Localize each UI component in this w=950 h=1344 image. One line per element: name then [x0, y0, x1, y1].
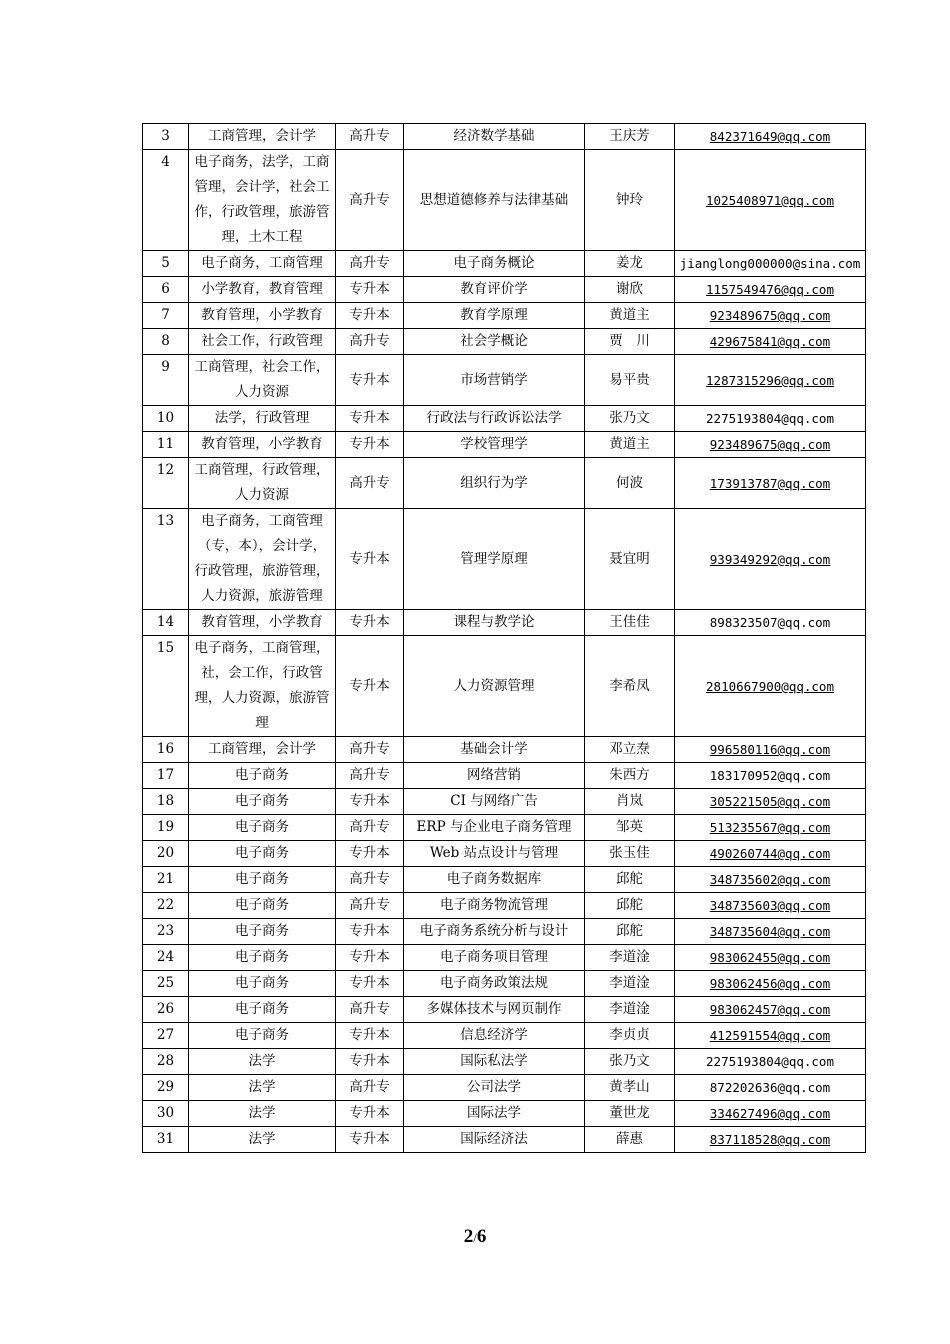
course-cell: 思想道德修养与法律基础 [404, 150, 585, 251]
table-row [143, 737, 866, 763]
page-number [0, 1226, 950, 1248]
level-cell: 高升专 [336, 124, 404, 150]
major-cell: 电子商务，法学，工商管理，会计学，社会工作，行政管理，旅游管理，土木工程 [189, 150, 336, 251]
table-row [143, 458, 866, 509]
email-cell[interactable] [675, 432, 866, 458]
table-row [143, 919, 866, 945]
email-cell[interactable] [675, 789, 866, 815]
level-cell: 专升本 [336, 610, 404, 636]
level-cell: 高升专 [336, 251, 404, 277]
table-row [143, 841, 866, 867]
teacher-cell: 邹英 [585, 815, 675, 841]
major-cell: 电子商务，工商管理（专，本），会计学，行政管理，旅游管理，人力资源，旅游管理 [189, 509, 336, 610]
email-cell[interactable] [675, 867, 866, 893]
table-row [143, 971, 866, 997]
major-cell: 法学 [189, 1075, 336, 1101]
table-row [143, 329, 866, 355]
level-cell: 高升专 [336, 867, 404, 893]
email-cell[interactable] [675, 893, 866, 919]
table-row [143, 1049, 866, 1075]
table-row [143, 636, 866, 737]
level-cell: 专升本 [336, 945, 404, 971]
level-cell: 专升本 [336, 919, 404, 945]
teacher-cell: 黄道主 [585, 432, 675, 458]
level-cell: 高升专 [336, 893, 404, 919]
teacher-cell: 姜龙 [585, 251, 675, 277]
major-cell: 电子商务 [189, 945, 336, 971]
row-number: 31 [143, 1127, 189, 1153]
email-link[interactable]: 334627496@qq.com [709, 1106, 831, 1121]
table-row [143, 1023, 866, 1049]
level-cell: 专升本 [336, 789, 404, 815]
teacher-cell: 何波 [585, 458, 675, 509]
email-cell[interactable] [675, 945, 866, 971]
major-cell: 教育管理，小学教育 [189, 610, 336, 636]
course-cell: 基础会计学 [404, 737, 585, 763]
major-cell: 小学教育，教育管理 [189, 277, 336, 303]
major-cell: 工商管理，会计学 [189, 737, 336, 763]
row-number: 26 [143, 997, 189, 1023]
row-number: 14 [143, 610, 189, 636]
table-row [143, 610, 866, 636]
email-cell [675, 610, 866, 636]
email-cell [675, 763, 866, 789]
course-cell: 管理学原理 [404, 509, 585, 610]
teacher-cell: 易平贵 [585, 355, 675, 406]
email-link[interactable]: 1025408971@qq.com [706, 192, 834, 208]
table-row [143, 1075, 866, 1101]
course-cell: 人力资源管理 [404, 636, 585, 737]
email-link[interactable]: 429675841@qq.com [709, 334, 831, 349]
course-cell: 国际经济法 [404, 1127, 585, 1153]
email-cell[interactable] [675, 737, 866, 763]
email-link[interactable]: 983062456@qq.com [709, 976, 831, 991]
email-text: 183170952@qq.com [709, 768, 831, 783]
email-link[interactable]: 173913787@qq.com [709, 475, 831, 491]
teacher-cell: 李道淦 [585, 971, 675, 997]
email-cell[interactable] [675, 919, 866, 945]
email-text: 898323507@qq.com [709, 615, 831, 630]
email-link[interactable]: 983062455@qq.com [709, 950, 831, 965]
level-cell: 专升本 [336, 277, 404, 303]
teacher-cell: 黄道主 [585, 303, 675, 329]
email-cell [675, 251, 866, 277]
table-row [143, 763, 866, 789]
table-row [143, 789, 866, 815]
email-link[interactable]: 2810667900@qq.com [706, 678, 834, 694]
email-link[interactable]: 305221505@qq.com [709, 794, 831, 809]
email-link[interactable]: 996580116@qq.com [709, 742, 831, 757]
course-cell: 公司法学 [404, 1075, 585, 1101]
course-cell: 教育评价学 [404, 277, 585, 303]
course-cell: 学校管理学 [404, 432, 585, 458]
row-number: 12 [143, 458, 189, 509]
email-cell[interactable] [675, 841, 866, 867]
major-cell: 法学 [189, 1049, 336, 1075]
row-number: 10 [143, 406, 189, 432]
teacher-cell: 贾 川 [585, 329, 675, 355]
email-cell [675, 406, 866, 432]
teacher-cell: 王佳佳 [585, 610, 675, 636]
teacher-cell: 董世龙 [585, 1101, 675, 1127]
table-row [143, 1127, 866, 1153]
level-cell: 专升本 [336, 1023, 404, 1049]
course-cell: 经济数学基础 [404, 124, 585, 150]
row-number: 17 [143, 763, 189, 789]
row-number: 19 [143, 815, 189, 841]
level-cell: 专升本 [336, 509, 404, 610]
email-link[interactable]: 513235567@qq.com [709, 820, 831, 835]
row-number: 20 [143, 841, 189, 867]
email-cell[interactable] [675, 815, 866, 841]
level-cell: 专升本 [336, 971, 404, 997]
level-cell: 高升专 [336, 997, 404, 1023]
email-cell[interactable] [675, 277, 866, 303]
level-cell: 高升专 [336, 329, 404, 355]
course-cell: Web 站点设计与管理 [404, 841, 585, 867]
course-cell: 网络营销 [404, 763, 585, 789]
major-cell: 教育管理，小学教育 [189, 303, 336, 329]
table-body [143, 124, 866, 1153]
email-cell [675, 1075, 866, 1101]
major-cell: 电子商务，工商管理，社，会工作，行政管理，人力资源，旅游管理 [189, 636, 336, 737]
course-cell: 组织行为学 [404, 458, 585, 509]
teacher-cell: 薛惠 [585, 1127, 675, 1153]
email-link[interactable]: 490260744@qq.com [709, 846, 831, 861]
course-cell: 社会学概论 [404, 329, 585, 355]
table-row [143, 997, 866, 1023]
course-contact-table [142, 123, 866, 1153]
course-cell: 课程与教学论 [404, 610, 585, 636]
page-separator: / [473, 1230, 477, 1245]
email-text: jianglong000000@sina.com [679, 256, 861, 271]
table-row [143, 355, 866, 406]
major-cell: 电子商务 [189, 919, 336, 945]
email-link[interactable]: 348735602@qq.com [709, 872, 831, 887]
course-cell: 国际法学 [404, 1101, 585, 1127]
row-number: 23 [143, 919, 189, 945]
email-text: 2275193804@qq.com [706, 411, 834, 426]
row-number: 7 [143, 303, 189, 329]
table-row [143, 251, 866, 277]
level-cell: 高升专 [336, 737, 404, 763]
teacher-cell: 张乃文 [585, 1049, 675, 1075]
major-cell: 法学 [189, 1101, 336, 1127]
course-cell: CI 与网络广告 [404, 789, 585, 815]
course-cell: 电子商务项目管理 [404, 945, 585, 971]
row-number: 8 [143, 329, 189, 355]
teacher-cell: 聂宜明 [585, 509, 675, 610]
level-cell: 专升本 [336, 303, 404, 329]
email-link[interactable]: 983062457@qq.com [709, 1002, 831, 1017]
email-cell[interactable] [675, 997, 866, 1023]
row-number: 16 [143, 737, 189, 763]
course-cell: 电子商务概论 [404, 251, 585, 277]
table-row [143, 945, 866, 971]
level-cell: 专升本 [336, 1127, 404, 1153]
course-cell: 国际私法学 [404, 1049, 585, 1075]
email-cell[interactable] [675, 1023, 866, 1049]
major-cell: 工商管理，会计学 [189, 124, 336, 150]
page-current: 2 [463, 1226, 474, 1247]
row-number: 18 [143, 789, 189, 815]
major-cell: 电子商务 [189, 1023, 336, 1049]
row-number: 15 [143, 636, 189, 737]
major-cell: 工商管理，行政管理，人力资源 [189, 458, 336, 509]
row-number: 22 [143, 893, 189, 919]
major-cell: 电子商务 [189, 971, 336, 997]
table-row [143, 303, 866, 329]
email-link[interactable]: 348735603@qq.com [709, 898, 831, 913]
level-cell: 专升本 [336, 1101, 404, 1127]
row-number: 9 [143, 355, 189, 406]
row-number: 29 [143, 1075, 189, 1101]
email-link[interactable]: 939349292@qq.com [709, 551, 831, 567]
course-cell: 电子商务数据库 [404, 867, 585, 893]
email-cell[interactable] [675, 1101, 866, 1127]
course-cell: 教育学原理 [404, 303, 585, 329]
course-cell: 电子商务系统分析与设计 [404, 919, 585, 945]
email-cell[interactable] [675, 355, 866, 406]
email-text: 2275193804@qq.com [706, 1054, 834, 1069]
teacher-cell: 张玉佳 [585, 841, 675, 867]
row-number: 13 [143, 509, 189, 610]
email-cell[interactable] [675, 303, 866, 329]
email-cell [675, 1049, 866, 1075]
email-link[interactable]: 348735604@qq.com [709, 924, 831, 939]
email-cell[interactable] [675, 150, 866, 251]
teacher-cell: 邱舵 [585, 893, 675, 919]
email-link[interactable]: 1157549476@qq.com [706, 282, 834, 297]
table-row [143, 867, 866, 893]
major-cell: 电子商务 [189, 997, 336, 1023]
major-cell: 电子商务 [189, 815, 336, 841]
course-cell: ERP 与企业电子商务管理 [404, 815, 585, 841]
level-cell: 高升专 [336, 150, 404, 251]
email-cell[interactable] [675, 329, 866, 355]
row-number: 21 [143, 867, 189, 893]
email-cell[interactable] [675, 458, 866, 509]
level-cell: 高升专 [336, 763, 404, 789]
level-cell: 专升本 [336, 1049, 404, 1075]
level-cell: 专升本 [336, 406, 404, 432]
email-cell[interactable] [675, 636, 866, 737]
row-number: 4 [143, 150, 189, 251]
table-row [143, 406, 866, 432]
email-link[interactable]: 923489675@qq.com [709, 437, 831, 452]
row-number: 5 [143, 251, 189, 277]
table-row [143, 124, 866, 150]
table-row [143, 432, 866, 458]
row-number: 25 [143, 971, 189, 997]
teacher-cell: 王庆芳 [585, 124, 675, 150]
level-cell: 专升本 [336, 432, 404, 458]
major-cell: 电子商务 [189, 867, 336, 893]
course-cell: 信息经济学 [404, 1023, 585, 1049]
teacher-cell: 肖岚 [585, 789, 675, 815]
level-cell: 专升本 [336, 841, 404, 867]
course-cell: 行政法与行政诉讼法学 [404, 406, 585, 432]
email-link[interactable]: 412591554@qq.com [709, 1028, 831, 1043]
table-row [143, 815, 866, 841]
email-cell[interactable] [675, 1127, 866, 1153]
major-cell: 法学 [189, 1127, 336, 1153]
teacher-cell: 李贞贞 [585, 1023, 675, 1049]
teacher-cell: 邓立焘 [585, 737, 675, 763]
email-text: 872202636@qq.com [709, 1080, 831, 1095]
email-cell[interactable] [675, 124, 866, 150]
page-total: 6 [476, 1226, 487, 1247]
major-cell: 法学，行政管理 [189, 406, 336, 432]
course-cell: 多媒体技术与网页制作 [404, 997, 585, 1023]
row-number: 6 [143, 277, 189, 303]
level-cell: 专升本 [336, 355, 404, 406]
teacher-cell: 邱舵 [585, 919, 675, 945]
major-cell: 工商管理，社会工作，人力资源 [189, 355, 336, 406]
table-row [143, 893, 866, 919]
email-cell[interactable] [675, 971, 866, 997]
email-link[interactable]: 837118528@qq.com [709, 1132, 831, 1147]
row-number: 28 [143, 1049, 189, 1075]
major-cell: 电子商务 [189, 763, 336, 789]
course-cell: 市场营销学 [404, 355, 585, 406]
row-number: 11 [143, 432, 189, 458]
level-cell: 高升专 [336, 1075, 404, 1101]
major-cell: 社会工作，行政管理 [189, 329, 336, 355]
row-number: 30 [143, 1101, 189, 1127]
table-row [143, 509, 866, 610]
table-row [143, 1101, 866, 1127]
major-cell: 电子商务，工商管理 [189, 251, 336, 277]
teacher-cell: 李希凤 [585, 636, 675, 737]
major-cell: 电子商务 [189, 789, 336, 815]
row-number: 24 [143, 945, 189, 971]
teacher-cell: 李道淦 [585, 945, 675, 971]
row-number: 3 [143, 124, 189, 150]
teacher-cell: 朱西方 [585, 763, 675, 789]
teacher-cell: 邱舵 [585, 867, 675, 893]
level-cell: 专升本 [336, 636, 404, 737]
level-cell: 高升专 [336, 815, 404, 841]
level-cell: 高升专 [336, 458, 404, 509]
table-row [143, 277, 866, 303]
major-cell: 教育管理，小学教育 [189, 432, 336, 458]
row-number: 27 [143, 1023, 189, 1049]
table-row [143, 150, 866, 251]
email-cell[interactable] [675, 509, 866, 610]
teacher-cell: 钟玲 [585, 150, 675, 251]
email-link[interactable]: 842371649@qq.com [709, 129, 831, 144]
teacher-cell: 李道淦 [585, 997, 675, 1023]
major-cell: 电子商务 [189, 841, 336, 867]
major-cell: 电子商务 [189, 893, 336, 919]
teacher-cell: 张乃文 [585, 406, 675, 432]
course-cell: 电子商务物流管理 [404, 893, 585, 919]
teacher-cell: 黄孝山 [585, 1075, 675, 1101]
teacher-cell: 谢欣 [585, 277, 675, 303]
course-cell: 电子商务政策法规 [404, 971, 585, 997]
email-link[interactable]: 1287315296@qq.com [706, 372, 834, 388]
email-link[interactable]: 923489675@qq.com [709, 308, 831, 323]
